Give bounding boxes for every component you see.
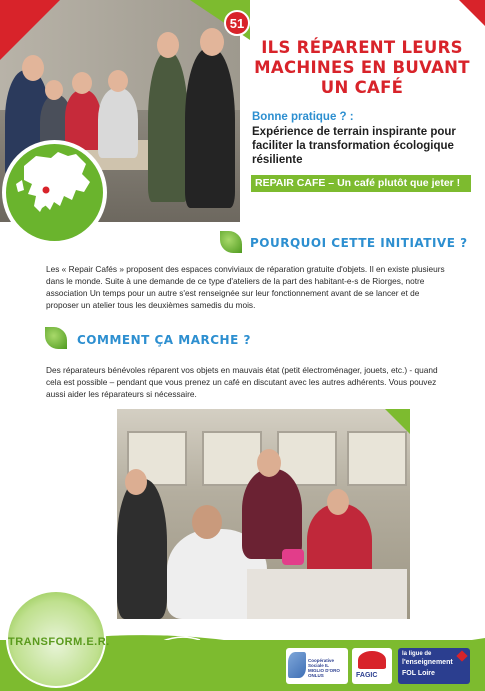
transformer-logo (6, 590, 110, 688)
section-heading-why: POURQUOI CETTE INITIATIVE ? (250, 236, 468, 250)
repair-cafe-photo (117, 409, 410, 619)
page-number: 51 (224, 10, 250, 36)
page-title: ILS RÉPARENT LEURS MACHINES EN BUVANT UN CAFÉ (254, 38, 470, 97)
good-practice-label: Bonne pratique ? : (252, 111, 354, 123)
leaf-icon (220, 231, 242, 253)
partner-ligue-line3: FOL Loire (402, 670, 435, 677)
repair-cafe-banner: REPAIR CAFE – Un café plutôt que jeter ! (251, 175, 471, 192)
corner-decoration-red-right (459, 0, 485, 26)
partner-logo-ligue (398, 648, 470, 684)
partner-logo-coop (286, 648, 348, 684)
transformer-logo-text: TRANSFORM.E.R. (8, 636, 110, 648)
section-body-why: Les « Repair Cafés » proposent des espaces conviviaux de réparation gratuite d'objets. Il en existe plusieurs dans le monde. Suite à une demande de ce type d'ateliers de la part des habitant-e-s de Riorges, notre association Un temps pour un autre s'est renseignée sur leur fonctionnement avant de se lancer et de proposer un atelier tous les deuxièmes samedis du mois. (46, 264, 445, 310)
photo-corner-decoration (385, 409, 410, 434)
partner-ligue-line1: la ligue de (402, 651, 432, 657)
partner-fagic-text: FAGIC (356, 672, 378, 679)
section-heading-how: COMMENT ÇA MARCHE ? (77, 333, 251, 347)
partner-ligue-line2: l'enseignement (402, 659, 453, 666)
partner-coop-text: Coopérative Sociale IL MIGLIO D'ORO ONLUS (308, 658, 340, 678)
location-marker-icon (43, 187, 50, 194)
europe-map-icon (2, 140, 107, 245)
section-body-how: Des réparateurs bénévoles réparent vos objets en mauvais état (petit électroménager, jouets, etc.) - quand cela est possible – pendant que vous prenez un café en discutant avec les autres adhérents. Vous pouvez aussi aider les réparateurs si nécessaire. (46, 365, 438, 399)
good-practice-text: Expérience de terrain inspirante pour faciliter la transformation écologique résiliente (252, 126, 456, 166)
partner-logo-fagic (352, 648, 392, 684)
corner-decoration-red (0, 0, 60, 60)
leaf-icon (45, 327, 67, 349)
